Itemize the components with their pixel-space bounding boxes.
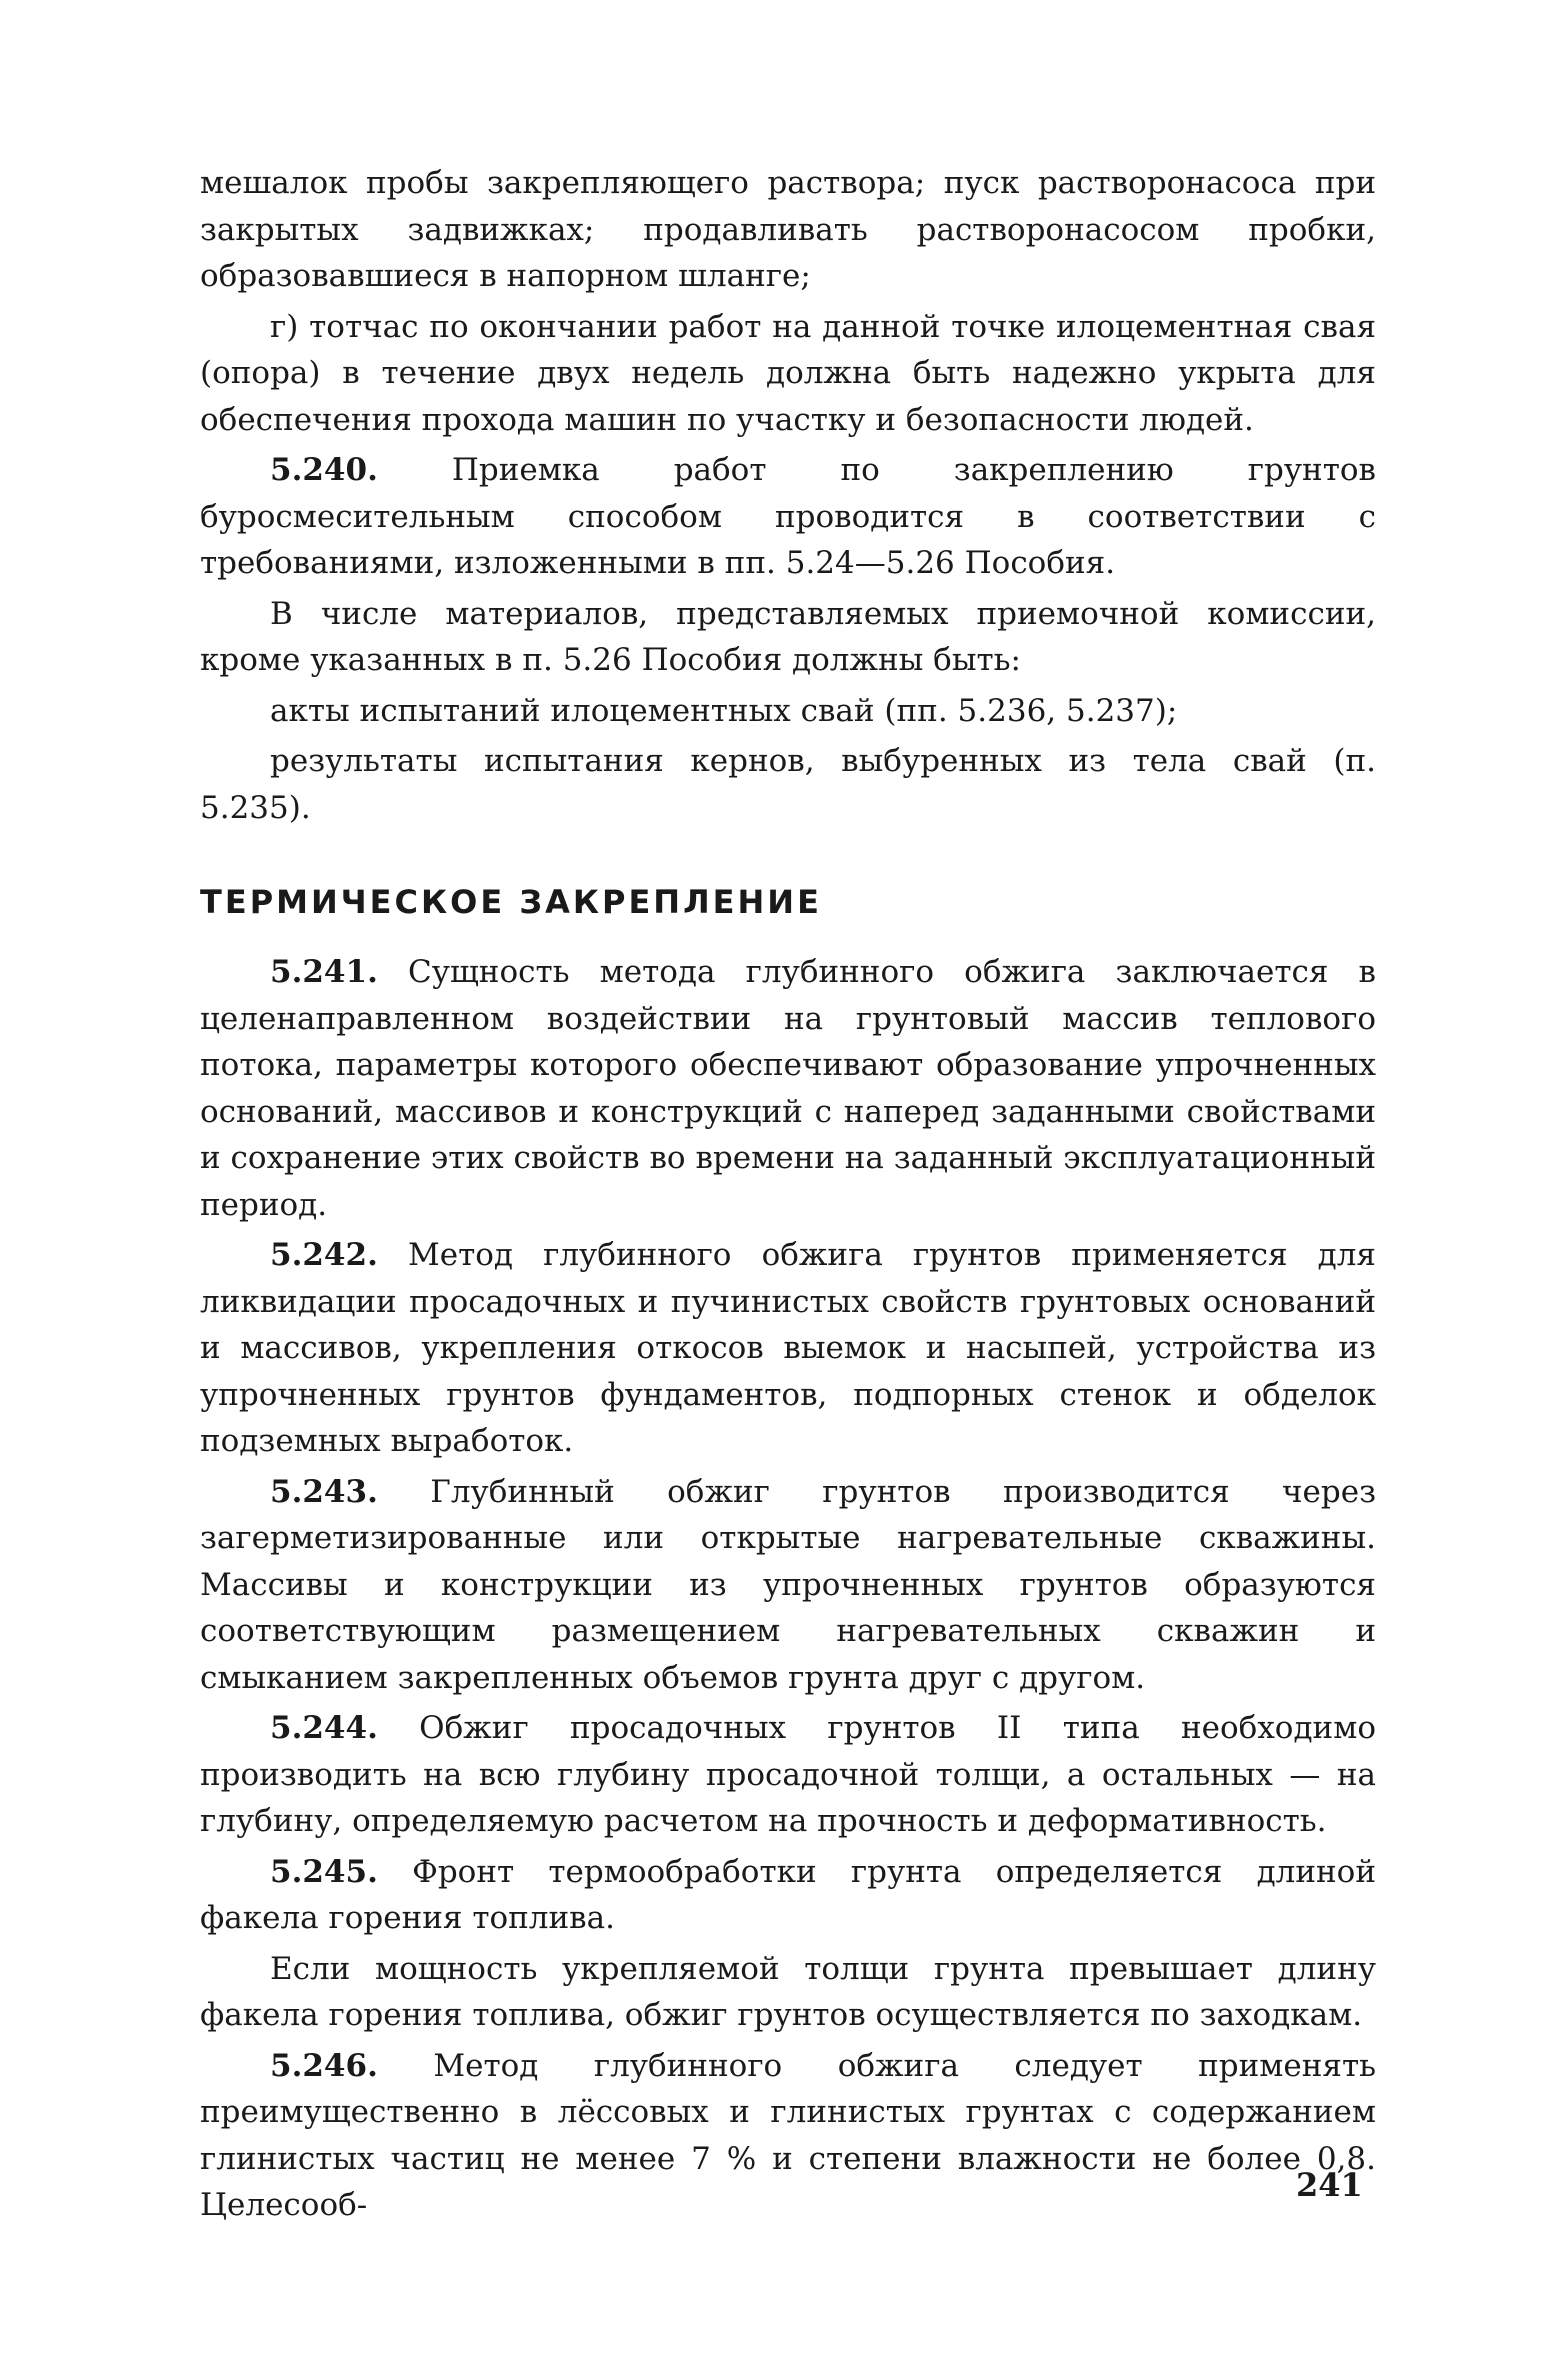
paragraph-number: 5.240. (270, 452, 378, 488)
materials-item-text: результаты испытания кернов, выбуренных из тела свай (п. 5.235). (200, 743, 1376, 826)
materials-item-text: акты испытаний илоцементных свай (пп. 5.236, 5.237); (270, 692, 1178, 729)
paragraph-text: Обжиг просадочных грунтов II типа необходимо производить на всю глубину просадочной толщи, а остальных — на глубину, определяемую расчетом на прочность и деформативность. (200, 1710, 1376, 1839)
paragraph-text: Метод глубинного обжига грунтов применяется для ликвидации просадочных и пучинистых свойств грунтовых оснований и массивов, укрепления откосов выемок и насыпей, устройства из упрочненных грунтов фундаментов, подпорных стенок и обделок подземных выработок. (200, 1237, 1376, 1459)
paragraph-5-244 (200, 1705, 1376, 1845)
paragraph-5-245 (200, 1849, 1376, 1942)
materials-text: В числе материалов, представляемых приемочной комиссии, кроме указанных в п. 5.26 Пособия должны быть: (200, 595, 1376, 678)
paragraph-text: Приемка работ по закреплению грунтов буросмесительным способом проводится в соответствии с требованиями, изложенными в пп. 5.24—5.26 Пособия. (200, 452, 1376, 581)
item-g-paragraph (200, 304, 1376, 444)
paragraph-5-243 (200, 1469, 1376, 1702)
paragraph-5-240 (200, 447, 1376, 587)
paragraph-text: Глубинный обжиг грунтов производится через загерметизированные или открытые нагревательные скважины. Массивы и конструкции из упрочненных грунтов образуются соответствующим размещением нагревательных скважин и смыканием закрепленных объемов грунта друг с другом. (200, 1473, 1376, 1696)
materials-paragraph (200, 591, 1376, 684)
paragraph-5-246 (200, 2043, 1376, 2229)
item-g-text: г) тотчас по окончании работ на данной точке илоцементная свая (опора) в течение двух недель должна быть надежно укрыта для обеспечения прохода машин по участку и безопасности людей. (200, 308, 1376, 438)
paragraph-5-245-continuation (200, 1946, 1376, 2039)
paragraph-text: Метод глубинного обжига следует применять преимущественно в лёссовых и глинистых грунтах с содержанием глинистых частиц не менее 7 % и степени влажности не более 0,8. Целесооб- (200, 2047, 1376, 2223)
paragraph-number: 5.242. (270, 1237, 378, 1273)
paragraph-number: 5.243. (270, 1473, 378, 1510)
section-heading: ТЕРМИЧЕСКОЕ ЗАКРЕПЛЕНИЕ (200, 883, 822, 921)
materials-list-item (200, 688, 1376, 735)
paragraph-number: 5.245. (270, 1853, 378, 1890)
intro-text: мешалок пробы закрепляющего раствора; пуск растворонасоса при закрытых задвижках; продавливать растворонасосом пробки, образовавшиеся в напорном шланге; (200, 165, 1376, 294)
paragraph-5-241 (200, 949, 1376, 1228)
paragraph-number: 5.244. (270, 1710, 378, 1746)
paragraph-number: 5.241. (270, 954, 378, 990)
paragraph-text: Фронт термообработки грунта определяется длиной факела горения топлива. (200, 1853, 1376, 1936)
paragraph-number: 5.246. (270, 2047, 378, 2084)
page-number: 241 (1296, 2166, 1363, 2204)
paragraph-text: Сущность метода глубинного обжига заключается в целенаправленном воздействии на грунтовый массив теплового потока, параметры которого обеспечивают образование упрочненных оснований, массивов и конструкций с наперед заданными свойствами и сохранение этих свойств во времени на заданный эксплуатационный период. (200, 954, 1376, 1223)
paragraph-5-242 (200, 1232, 1376, 1465)
paragraph-text: Если мощность укрепляемой толщи грунта превышает длину факела горения топлива, обжиг грунтов осуществляется по заходкам. (200, 1950, 1376, 2033)
intro-paragraph (200, 160, 1376, 300)
materials-list-item (200, 738, 1376, 831)
page-body (200, 160, 1376, 2233)
